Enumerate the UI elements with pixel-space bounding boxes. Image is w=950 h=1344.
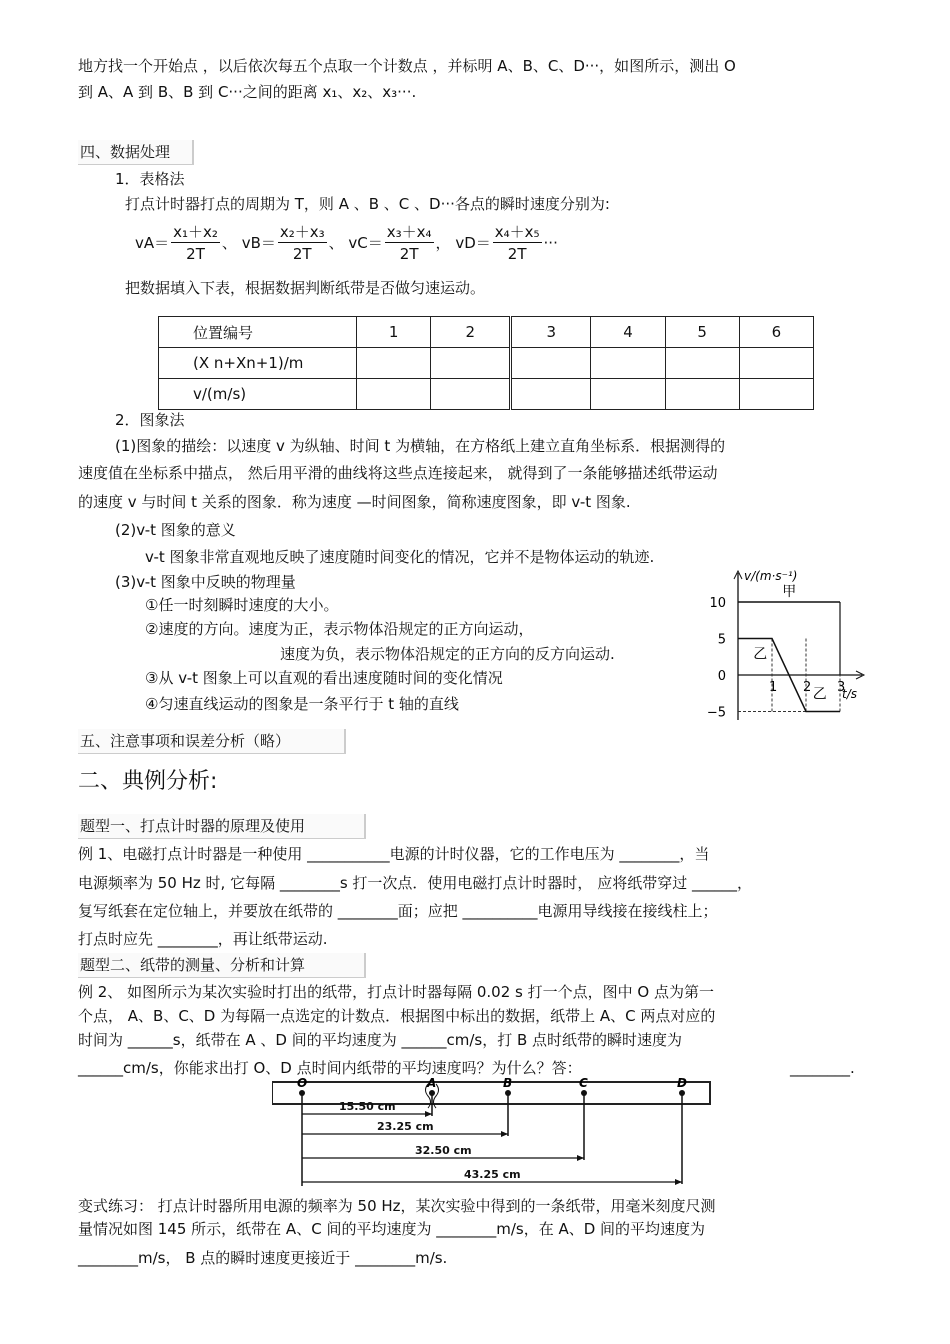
y-tick-label: 5	[717, 632, 726, 648]
distance-arrowhead	[675, 1179, 682, 1185]
x-tick-label: 3	[837, 680, 846, 695]
variant-line-3: ________m/s， B 点的瞬时速度更接近于 ________m/s.	[78, 1249, 448, 1267]
variant-line-1: 变式练习： 打点计时器所用电源的频率为 50 Hz，某次实验中得到的一条纸带，用毫米刻度尺测	[78, 1197, 716, 1215]
type-1-line-1: 例 1、电磁打点计时器是一种使用 ___________电源的计时仪器，它的工作电压为 ________，当	[78, 845, 710, 863]
table-header-cell: 6	[739, 317, 813, 348]
method-2-title: 2．图象法	[115, 411, 185, 429]
type-1-line-2: 电源频率为 50 Hz 时, 它每隔 ________s 打一次点．使用电磁打点计时器时， 应将纸带穿过 ______，	[78, 874, 752, 892]
formula-den: 2T	[186, 245, 205, 263]
y-axis-label: v/(m·s⁻¹)	[744, 569, 798, 583]
table-header-cell: 1	[357, 317, 431, 348]
data-table	[158, 316, 814, 410]
distance-arrowhead	[577, 1155, 584, 1161]
type-2-answer-blank: ________.	[790, 1059, 855, 1077]
paper-tape	[272, 1082, 710, 1104]
formula-vA-frac	[171, 222, 220, 265]
table-row-label: (X n+Xn+1)/m	[159, 348, 357, 379]
formula-den: 2T	[399, 245, 419, 263]
formula-vB-num: x₂＋x₃	[279, 223, 325, 241]
tape-point-label: C	[579, 1076, 588, 1090]
type-2-line-2: 个点， A、B、C、D 为每隔一点选定的计数点．根据图中标出的数据，纸带上 A、C 两点对应的	[78, 1007, 716, 1025]
x-tick-label: 2	[803, 680, 812, 695]
formula-vC-label: 、 vC＝	[328, 234, 383, 252]
vt-chart	[690, 565, 870, 720]
intro-line-2: 到 A、A 到 B、B 到 C···之间的距离 x₁、x₂、x₃···.	[78, 83, 417, 101]
table-row	[159, 317, 814, 348]
table-header-cell: 2	[431, 317, 511, 348]
table-row	[159, 379, 814, 410]
distance-label: 43.25 cm	[464, 1168, 521, 1181]
formula-vB-label: 、 vB＝	[221, 234, 276, 252]
formula-vD-label: ， vD＝	[435, 234, 491, 252]
label-jia: 甲	[782, 584, 797, 600]
p3-item-3: ③从 v-t 图象上可以直观的看出速度随时间的变化情况	[145, 669, 503, 687]
type-2-line-1: 例 2、 如图所示为某次实验时打出的纸带，打点计时器每隔 0.02 s 打一个点，图中 O 点为第一	[78, 983, 714, 1001]
table-header-cell: 4	[591, 317, 665, 348]
method-1-title: 1．表格法	[115, 170, 185, 188]
table-row	[159, 348, 814, 379]
p2-title: (2)v-t 图象的意义	[115, 521, 236, 539]
table-cell	[431, 348, 511, 379]
paper-tape-figure	[272, 1074, 714, 1192]
table-cell	[665, 379, 739, 410]
p3-item-2a: ②速度的方向。速度为正，表示物体沿规定的正方向运动，	[145, 620, 534, 638]
table-cell	[431, 379, 511, 410]
type-2-line-4: ______cm/s，你能求出打 O、D 点时间内纸带的平均速度吗？为什么？答：	[78, 1059, 582, 1077]
p1-line-2: 速度值在坐标系中描点， 然后用平滑的曲线将这些点连接起来， 就得到了一条能够描述纸带运动	[78, 464, 718, 482]
formula-vB-frac	[278, 222, 327, 265]
table-row-label: v/(m/s)	[159, 379, 357, 410]
table-cell	[665, 348, 739, 379]
type-1-line-4: 打点时应先 ________，再让纸带运动.	[78, 930, 328, 948]
type-1-line-3: 复写纸套在定位轴上，并要放在纸带的 ________面；应把 __________电源用导线接在接线柱上；	[78, 902, 718, 920]
table-header-cell: 3	[511, 317, 591, 348]
formula-vA-num: x₁＋x₂	[173, 223, 218, 241]
method-1-text: 打点计时器打点的周期为 T，则 A 、B 、C 、D···各点的瞬时速度分别为:	[125, 195, 610, 213]
x-tick-label: 1	[769, 680, 778, 695]
formula-vC-num: x₃＋x₄	[386, 223, 432, 241]
formula-vC-frac	[385, 222, 434, 265]
p3-title: (3)v-t 图象中反映的物理量	[115, 573, 296, 591]
formula-vD-frac	[493, 222, 542, 265]
label-yi-2: 乙	[812, 686, 827, 703]
type-2-title: 题型二、纸带的测量、分析和计算	[78, 953, 366, 978]
table-header-cell: 5	[665, 317, 739, 348]
table-cell	[739, 348, 813, 379]
table-cell	[591, 379, 665, 410]
tape-point-label: B	[503, 1076, 513, 1090]
table-cell	[591, 348, 665, 379]
section-5-title: 五、注意事项和误差分析（略）	[78, 729, 346, 754]
table-header-cell: 位置编号	[159, 317, 357, 348]
table-cell	[357, 379, 431, 410]
tape-point-label: D	[677, 1076, 687, 1090]
table-cell	[511, 348, 591, 379]
p3-item-1: ①任一时刻瞬时速度的大小。	[145, 596, 339, 614]
distance-label: 23.25 cm	[377, 1120, 434, 1133]
x-axis-label: t/s	[842, 687, 857, 701]
table-cell	[511, 379, 591, 410]
velocity-formulas	[135, 222, 558, 265]
y-tick-label: −5	[706, 705, 726, 720]
formula-vA-label: vA＝	[135, 234, 170, 252]
distance-arrowhead	[425, 1111, 432, 1117]
p2-text: v-t 图象非常直观地反映了速度随时间变化的情况，它并不是物体运动的轨迹.	[145, 548, 655, 566]
tape-point-label: O	[297, 1076, 308, 1090]
label-yi: 乙	[753, 646, 768, 663]
formula-den: 2T	[292, 245, 312, 263]
p1-line-3: 的速度 v 与时间 t 关系的图象．称为速度 —时间图象，简称速度图象，即 v-t 图象.	[78, 493, 631, 511]
p3-item-4: ④匀速直线运动的图象是一条平行于 t 轴的直线	[145, 695, 459, 713]
intro-line-1: 地方找一个开始点 ，以后依次每五个点取一个计数点 ，并标明 A、B、C、D···，如图所示，测出 O	[78, 57, 736, 75]
y-tick-label: 0	[717, 669, 726, 684]
formula-vD-num: x₄＋x₅	[494, 223, 540, 241]
distance-label: 32.50 cm	[415, 1144, 472, 1157]
type-1-title: 题型一、打点计时器的原理及使用	[78, 814, 366, 839]
distance-label: 15.50 cm	[339, 1100, 396, 1113]
variant-line-2: 量情况如图 145 所示，纸带在 A、C 间的平均速度为 ________m/s，在 A、D 间的平均速度为	[78, 1220, 706, 1238]
y-tick-label: 10	[709, 596, 726, 611]
tape-point-label: A	[427, 1076, 437, 1090]
table-intro: 把数据填入下表，根据数据判断纸带是否做匀速运动。	[125, 279, 486, 297]
table-cell	[739, 379, 813, 410]
table-cell	[357, 348, 431, 379]
formula-den: 2T	[507, 245, 527, 263]
formula-tail: ···	[543, 234, 558, 252]
part-2-title: 二、典例分析:	[78, 769, 218, 794]
section-4-title: 四、数据处理	[78, 140, 194, 165]
distance-arrowhead	[501, 1131, 508, 1137]
type-2-line-3: 时间为 ______s，纸带在 A 、D 间的平均速度为 ______cm/s，打 B 点时纸带的瞬时速度为	[78, 1031, 683, 1049]
p3-item-2b: 速度为负，表示物体沿规定的正方向的反方向运动.	[280, 645, 615, 663]
p1-line-1: (1)图象的描绘：以速度 v 为纵轴、时间 t 为横轴，在方格纸上建立直角坐标系．根据测得的	[115, 437, 726, 455]
